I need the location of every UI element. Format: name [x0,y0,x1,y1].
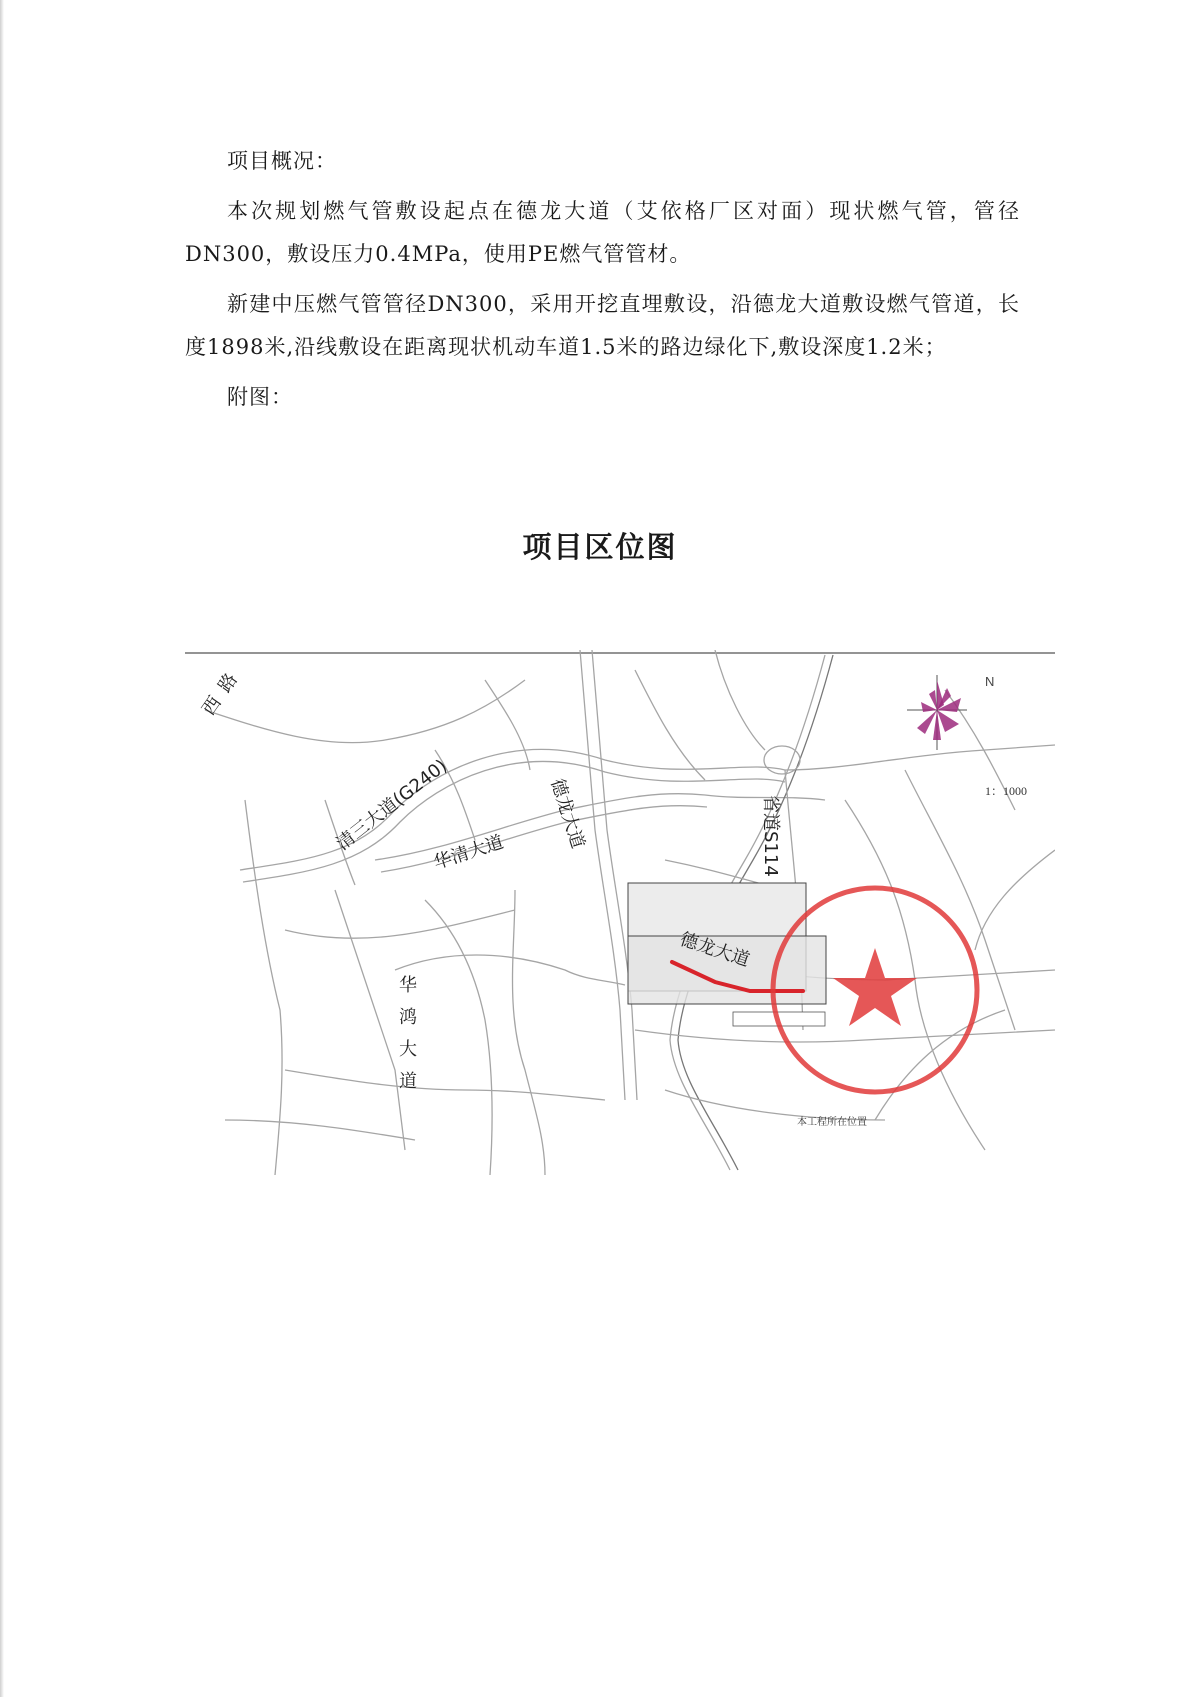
delong-road-label: 德龙大道 [546,776,589,852]
provincial-road-label: 省道S114 [760,795,781,877]
project-overview-text [185,140,1020,426]
project-location-label: 本工程所在位置 [797,1117,867,1128]
huaqing-road-label: 华清大道 [431,831,507,874]
delong-site-label: 德龙大道 [677,928,753,972]
scale-label: 1：1000 [985,784,1028,798]
map-drawing [185,650,1055,1175]
location-map [185,650,1055,1175]
paragraph-start-point: 本次规划燃气管敷设起点在德龙大道（艾依格厂区对面）现状燃气管，管径DN300，敷设压力0.4MPa，使用PE燃气管管材。 [185,199,1020,266]
west-road-label: 西路 [198,661,248,720]
paragraph-attachment: 附图： [227,385,293,409]
huahong-road-label: 华鸿大道 [396,975,417,1103]
overview-heading: 项目概况： [227,149,337,173]
paragraph-new-pipeline: 新建中压燃气管管径DN300，采用开挖直埋敷设，沿德龙大道敷设燃气管道，长度1898米,沿线敷设在距离现状机动车道1.5米的路边绿化下,敷设深度1.2米； [185,292,1020,359]
scan-edge [0,0,4,1697]
qingsan-road-label: 清三大道(G240) [332,755,452,855]
map-title: 项目区位图 [522,530,678,564]
compass-icon [907,675,967,750]
north-label: N [985,674,995,689]
